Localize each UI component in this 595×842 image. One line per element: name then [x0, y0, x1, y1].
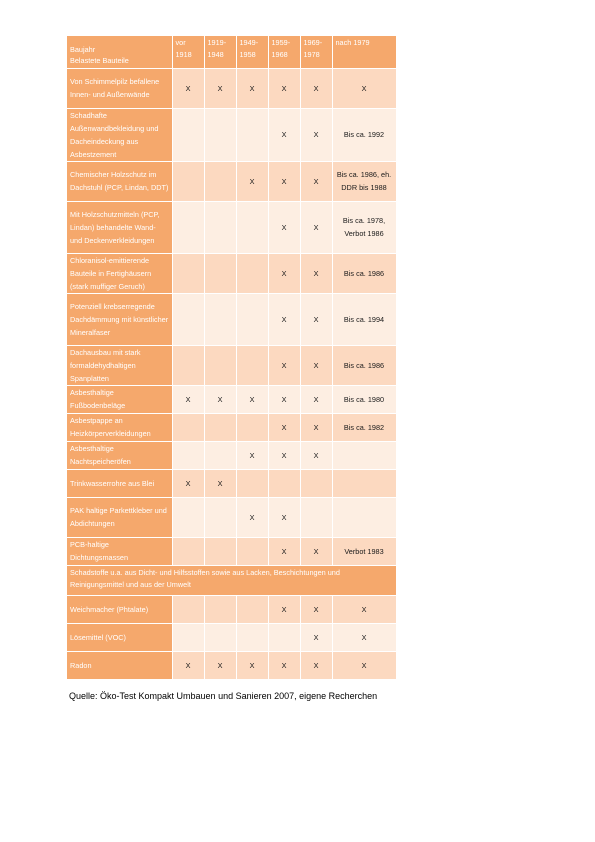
row-label: Mit Holzschutzmitteln (PCP, Lindan) behandelte Wand- und Deckenverkleidungen: [67, 201, 172, 253]
mark-cell: X: [204, 469, 236, 497]
table-row: [67, 441, 396, 469]
empty-cell: [268, 469, 300, 497]
mark-cell: X: [300, 413, 332, 441]
section-heading-row: [67, 565, 396, 595]
empty-cell: [236, 345, 268, 385]
table-row: [67, 253, 396, 293]
note-cell: Verbot 1983: [332, 537, 396, 565]
empty-cell: [332, 441, 396, 469]
row-label: Asbesthaltige Fußbodenbeläge: [67, 385, 172, 413]
mark-cell: X: [236, 651, 268, 679]
empty-cell: [204, 201, 236, 253]
empty-cell: [204, 497, 236, 537]
empty-cell: [172, 253, 204, 293]
mark-cell: X: [268, 651, 300, 679]
mark-cell: X: [268, 497, 300, 537]
mark-cell: X: [300, 68, 332, 108]
row-label: PAK haltige Parkettkleber und Abdichtungen: [67, 497, 172, 537]
mark-cell: X: [300, 201, 332, 253]
empty-cell: [204, 345, 236, 385]
mark-cell: X: [268, 385, 300, 413]
mark-cell: X: [268, 345, 300, 385]
note-cell: Bis ca. 1986: [332, 253, 396, 293]
header-column: nach 1979: [332, 36, 396, 68]
empty-cell: [204, 441, 236, 469]
mark-cell: X: [268, 441, 300, 469]
mark-cell: X: [204, 651, 236, 679]
empty-cell: [204, 253, 236, 293]
note-cell: Bis ca. 1978, Verbot 1986: [332, 201, 396, 253]
note-cell: Bis ca. 1980: [332, 385, 396, 413]
header-column: 1969-1978: [300, 36, 332, 68]
row-label: Potenziell krebserregende Dachdämmung mit künstlicher Mineralfaser: [67, 293, 172, 345]
mark-cell: X: [172, 68, 204, 108]
note-cell: Bis ca. 1986, eh. DDR bis 1988: [332, 161, 396, 201]
empty-cell: [172, 441, 204, 469]
mark-cell: X: [204, 68, 236, 108]
mark-cell: X: [172, 385, 204, 413]
row-label: Schadhafte Außenwandbekleidung und Dacheindeckung aus Asbestzement: [67, 108, 172, 161]
mark-cell: X: [268, 161, 300, 201]
mark-cell: X: [236, 161, 268, 201]
mark-cell: X: [268, 68, 300, 108]
table-row: [67, 651, 396, 679]
mark-cell: X: [268, 253, 300, 293]
mark-cell: X: [300, 293, 332, 345]
row-label: Chemischer Holzschutz im Dachstuhl (PCP, Lindan, DDT): [67, 161, 172, 201]
table-row: [67, 537, 396, 565]
empty-cell: [172, 201, 204, 253]
empty-cell: [172, 497, 204, 537]
mark-cell: X: [300, 385, 332, 413]
row-label: Chloranisol-emittierende Bauteile in Fertighäusern (stark muffiger Geruch): [67, 253, 172, 293]
empty-cell: [268, 623, 300, 651]
mark-cell: X: [236, 441, 268, 469]
table-row: [67, 623, 396, 651]
table-row: [67, 497, 396, 537]
mark-cell: X: [172, 469, 204, 497]
header-label-cell: [67, 36, 172, 68]
row-label: Von Schimmelpilz befallene Innen- und Außenwände: [67, 68, 172, 108]
empty-cell: [236, 623, 268, 651]
empty-cell: [204, 595, 236, 623]
header-components-label: Belastete Bauteile: [70, 56, 129, 65]
mark-cell: X: [300, 651, 332, 679]
mark-cell: X: [300, 161, 332, 201]
empty-cell: [236, 413, 268, 441]
empty-cell: [236, 108, 268, 161]
table-row: [67, 385, 396, 413]
empty-cell: [236, 293, 268, 345]
empty-cell: [172, 293, 204, 345]
header-column: vor 1918: [172, 36, 204, 68]
table-row: [67, 161, 396, 201]
mark-cell: X: [332, 651, 396, 679]
empty-cell: [172, 623, 204, 651]
row-label: Trinkwasserrohre aus Blei: [67, 469, 172, 497]
empty-cell: [236, 537, 268, 565]
row-label: Weichmacher (Phtalate): [67, 595, 172, 623]
row-label: Lösemittel (VOC): [67, 623, 172, 651]
mark-cell: X: [268, 293, 300, 345]
mark-cell: X: [332, 595, 396, 623]
source-note: Quelle: Öko-Test Kompakt Umbauen und Sanieren 2007, eigene Recherchen: [69, 691, 378, 701]
table-row: [67, 293, 396, 345]
mark-cell: X: [236, 68, 268, 108]
row-label: Asbesthaltige Nachtspeicheröfen: [67, 441, 172, 469]
table-row: [67, 595, 396, 623]
mark-cell: X: [268, 201, 300, 253]
empty-cell: [204, 161, 236, 201]
note-cell: Bis ca. 1982: [332, 413, 396, 441]
section-heading: Schadstoffe u.a. aus Dicht- und Hilfsstoffen sowie aus Lacken, Beschichtungen und Reinigungsmittel und aus der Umwelt: [67, 565, 396, 595]
row-label: PCB-haltige Dichtungsmassen: [67, 537, 172, 565]
header-year-label: Baujahr: [70, 44, 96, 54]
empty-cell: [236, 595, 268, 623]
mark-cell: X: [204, 385, 236, 413]
mark-cell: X: [236, 385, 268, 413]
mark-cell: X: [268, 537, 300, 565]
empty-cell: [172, 595, 204, 623]
empty-cell: [300, 497, 332, 537]
empty-cell: [236, 469, 268, 497]
empty-cell: [172, 537, 204, 565]
mark-cell: X: [300, 108, 332, 161]
mark-cell: X: [300, 537, 332, 565]
empty-cell: [172, 108, 204, 161]
empty-cell: [332, 469, 396, 497]
mark-cell: X: [268, 595, 300, 623]
mark-cell: X: [300, 595, 332, 623]
empty-cell: [204, 623, 236, 651]
empty-cell: [204, 537, 236, 565]
pollutant-table: [67, 36, 397, 680]
mark-cell: X: [172, 651, 204, 679]
mark-cell: X: [332, 68, 396, 108]
empty-cell: [236, 201, 268, 253]
note-cell: Bis ca. 1992: [332, 108, 396, 161]
mark-cell: X: [300, 253, 332, 293]
empty-cell: [204, 413, 236, 441]
table-row: [67, 413, 396, 441]
mark-cell: X: [300, 345, 332, 385]
table-row: [67, 345, 396, 385]
note-cell: Bis ca. 1986: [332, 345, 396, 385]
table-row: [67, 469, 396, 497]
mark-cell: X: [332, 623, 396, 651]
note-cell: Bis ca. 1994: [332, 293, 396, 345]
table-row: [67, 108, 396, 161]
table-row: [67, 201, 396, 253]
mark-cell: X: [268, 413, 300, 441]
empty-cell: [204, 108, 236, 161]
row-label: Radon: [67, 651, 172, 679]
empty-cell: [300, 469, 332, 497]
empty-cell: [172, 345, 204, 385]
table-row: [67, 68, 396, 108]
empty-cell: [204, 293, 236, 345]
header-column: 1919-1948: [204, 36, 236, 68]
empty-cell: [172, 161, 204, 201]
table-header-row: [67, 36, 396, 68]
empty-cell: [172, 413, 204, 441]
empty-cell: [236, 253, 268, 293]
header-column: 1949-1958: [236, 36, 268, 68]
row-label: Asbestpappe an Heizkörperverkleidungen: [67, 413, 172, 441]
mark-cell: X: [236, 497, 268, 537]
mark-cell: X: [300, 441, 332, 469]
mark-cell: X: [268, 108, 300, 161]
row-label: Dachausbau mit stark formaldehydhaltigen Spanplatten: [67, 345, 172, 385]
empty-cell: [332, 497, 396, 537]
header-column: 1959-1968: [268, 36, 300, 68]
mark-cell: X: [300, 623, 332, 651]
